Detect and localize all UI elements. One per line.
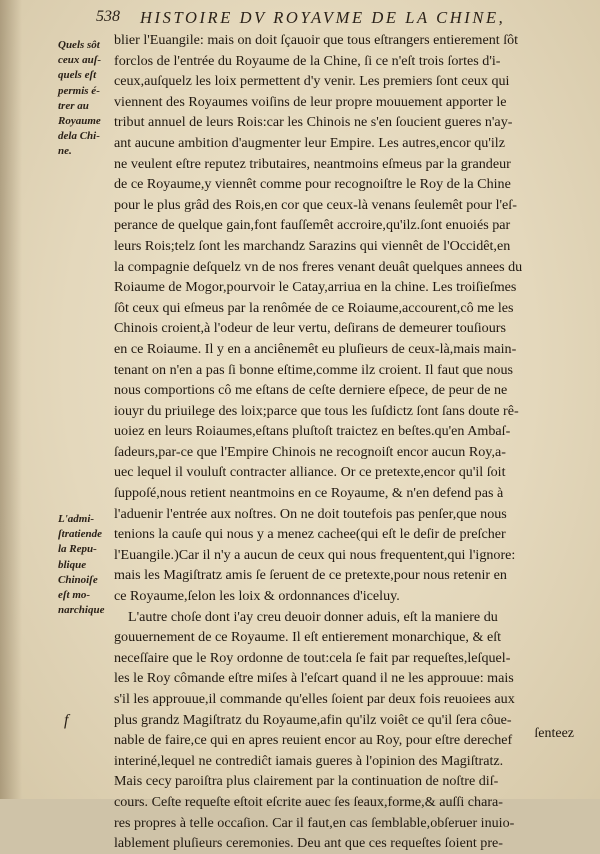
margin-note-line: ſtratiende: [58, 528, 102, 541]
text-line: viennent des Royaumes voiſins de leur propre mouuement apporter le: [114, 93, 507, 110]
margin-note-line: Quels sôt: [58, 39, 100, 51]
text-line: pour le plus grâd des Rois,en cor que ceux-là venans ſeulemêt pour l'eſ-: [114, 196, 517, 213]
margin-note-entry-to-kingdom: [58, 38, 116, 160]
margin-note-line: ne.: [58, 145, 72, 158]
text-line: Roiaume de Mogor,pourvoir le Catay,arriua en la chine. Les troiſieſmes: [114, 279, 517, 296]
text-line: tribut annuel de leurs Rois:car les Chinois ne s'en ſoucient gueres n'ay-: [114, 114, 513, 131]
text-line: res propres à telle occaſion. Car il faut,en cas ſemblable,obſeruer inuio-: [114, 814, 515, 831]
margin-note-line: eſt mo-: [58, 589, 91, 602]
margin-note-line: blique: [58, 558, 87, 571]
text-line: ſuppoſé,nous retient neantmoins en ce Royaume, & n'en defend pas à: [114, 485, 504, 502]
margin-note-line: narchique: [58, 604, 105, 617]
catchword: ſenteez: [534, 726, 574, 741]
text-line: iouyr du priuilege des loix;parce que tous les ſuſdictz ſont ſans doute rê-: [114, 402, 519, 419]
text-line: ſôt ceux qui eſmeus par la renômée de ce Roiaume,accourent,cô me les: [114, 299, 514, 316]
text-line: interiné,lequel ne contrediĉt iamais gueres à l'opinion des Magiſtratz.: [114, 752, 504, 769]
text-line: Mais cecy paroiſtra plus clairement par la continuation de noſtre diſ-: [114, 773, 499, 790]
margin-note-monarchy: [58, 512, 116, 618]
text-line: forclos de l'entrée du Royaume de la Chine, ſi ce n'eſt trois ſortes d'i-: [114, 52, 501, 69]
page-title: HISTOIRE DV ROYAVME DE LA CHINE,: [140, 8, 506, 27]
text-line: Chinois croient,à l'odeur de leur vertu, deſirans de demeurer touſiours: [114, 320, 506, 337]
spine-shadow: [0, 0, 22, 799]
text-line: nable de faire,ce qui en apres reuient encor au Roy, pour eſtre derechef: [114, 732, 513, 749]
running-head: [96, 8, 576, 30]
text-line: uoiez en leurs Roiaumes,eſtans pluſtoſt traictez en beſtes.qu'en Ambaſ-: [114, 423, 511, 440]
margin-note-line: ceux auſ-: [58, 54, 102, 67]
text-line: s'il les approuue,il commande qu'elles ſoient par deux fois reuoiees aux: [114, 691, 515, 707]
paragraph-start-line: L'autre choſe dont i'ay creu deuoir donner aduis, eſt la maniere du: [128, 608, 498, 625]
text-line: ceux,auſquelz les loix permettent d'y venir. Les premiers ſont ceux qui: [114, 73, 510, 90]
text-line: leurs Rois;telz ſont les marchandz Sarazins qui viennêt de l'Occidêt,en: [114, 237, 511, 254]
text-line: nous comportions cô me eſtans de ceſte derniere eſpece, de peur de ne: [114, 382, 508, 399]
margin-note-line: Chinoiſe: [58, 573, 98, 586]
text-line: de ce Royaume,y viennêt comme pour recognoiſtre le Roy de la Chine: [114, 176, 511, 193]
text-line: la compagnie deſquelz vn de nos freres venant deuât quelques annees du: [114, 258, 523, 275]
text-line: plus grandz Magiſtratz du Royaume,afin qu'ilz voiêt ce qu'il ſera côue-: [114, 711, 512, 728]
margin-note-line: L'admi-: [58, 513, 95, 525]
text-line: ant aucune ambition d'augmenter leur Empire. Les autres,encor qu'ilz: [114, 134, 505, 151]
text-line: l'Euangile.)Car il n'y a aucun de ceux qui nous frequentent,qui l'ignore:: [114, 546, 516, 563]
text-line: gouuernement de ce Royaume. Il eſt entierement monarchique, & eſt: [114, 629, 502, 646]
text-line: tenant on n'en a pas ſi bonne eſtime,comme ilz croient. Il faut que nous: [114, 361, 514, 378]
margin-note-line: la Repu-: [58, 543, 97, 556]
margin-note-line: trer au: [58, 99, 89, 112]
text-line: perance de quelque gain,font fauſſemêt accroire,qu'ilz.ſont enuoiés par: [114, 217, 511, 234]
text-line: lablement pluſieurs ceremonies. Deu ant que ces requeſtes ſoient pre-: [114, 835, 503, 852]
text-line: en ce Roiaume. Il y en a anciênemêt eu pluſieurs de ceux-là,mais main-: [114, 340, 517, 357]
text-line: tenions la cauſe qui nous y a menez cachee(qui eſt le deſir de preſcher: [114, 526, 506, 543]
body-text: [114, 30, 576, 854]
text-line: ne veulent eſtre reputez tributaires, neantmoins eſmeus par la grandeur: [114, 155, 511, 172]
text-line: mais les Magiſtratz amis ſe ſeruent de ce pretexte,pour nous retenir en: [114, 567, 507, 584]
text-line: blier l'Euangile: mais on doit ſçauoir que tous eſtrangers entierement ſôt: [114, 32, 519, 48]
text-line: l'aduenir l'entrée aux noſtres. On ne doit toutefois pas penſer,que nous: [114, 505, 507, 522]
text-line: ce Royaume,ſelon les loix & ordonnances d'iceluy.: [114, 588, 400, 605]
text-line: les le Roy cômande eſtre miſes à l'eſcart quand il ne les approuue: mais: [114, 670, 514, 687]
margin-note-line: Royaume: [58, 115, 101, 128]
margin-note-line: dela Chi-: [58, 130, 100, 143]
text-line: ſadeurs,par-ce que l'Empire Chinois ne recognoiſt encor aucun Roy,a-: [114, 443, 506, 460]
margin-note-line: permis é-: [58, 84, 100, 97]
text-line: neceſſaire que le Roy ordonne de tout:cela ſe fait par requeſtes,leſquel-: [114, 649, 511, 666]
margin-note-line: quels eſt: [58, 69, 97, 82]
text-line: uec lequel il vouluſt contracter alliance. Or ce pretexte,encor qu'il ſoit: [114, 464, 506, 481]
text-line: cours. Ceſte requeſte eſtoit eſcrite auec ſes ſeaux,forme,& auſſi chara-: [114, 793, 503, 810]
stray-mark: f: [64, 712, 69, 729]
page-number: 538: [96, 8, 120, 25]
